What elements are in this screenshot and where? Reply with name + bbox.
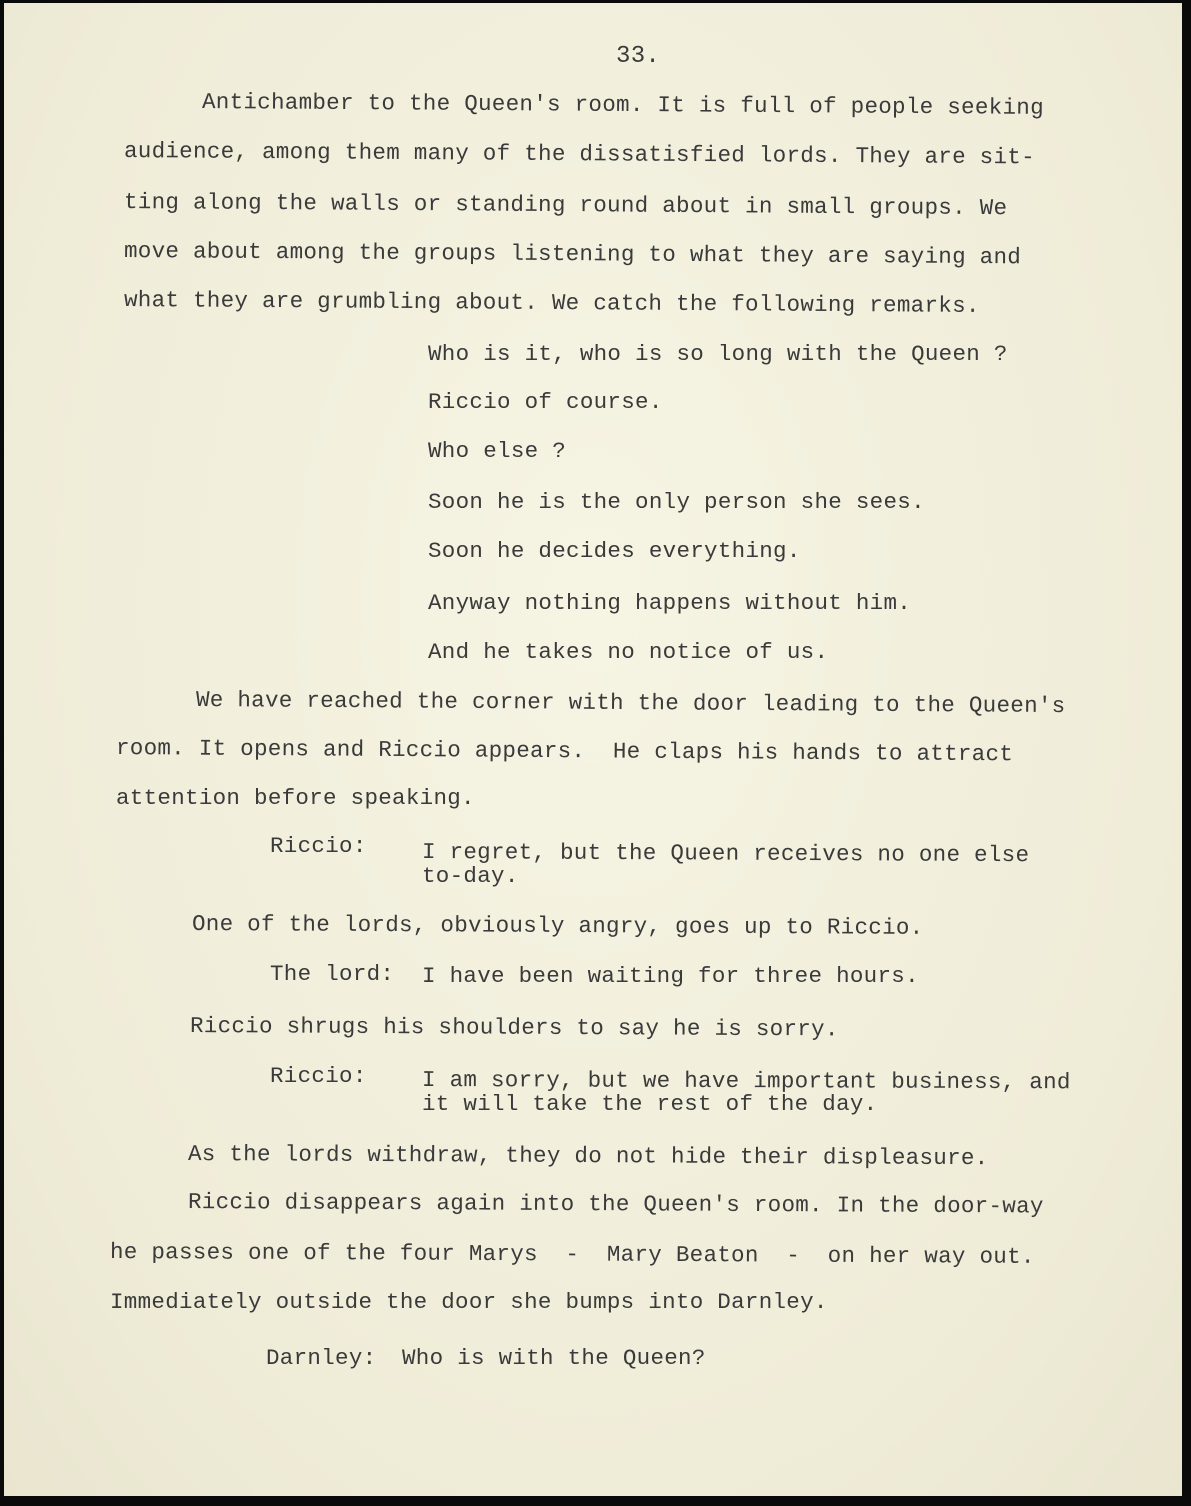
paragraph-line: We have reached the corner with the door leading to the Queen's	[195, 687, 1066, 720]
speaker-name: Riccio:	[270, 1063, 367, 1089]
paragraph-line: he passes one of the four Marys - Mary Beaton - on her way out.	[109, 1239, 1035, 1270]
paragraph-line: ting along the walls or standing round about in small groups. We	[123, 189, 1008, 222]
remark: Riccio of course.	[428, 389, 663, 415]
remark: Soon he is the only person she sees.	[428, 489, 925, 515]
stage-direction: One of the lords, obviously angry, goes up to Riccio.	[191, 911, 924, 941]
typewritten-page	[4, 3, 1182, 1496]
paragraph-line: attention before speaking.	[116, 785, 475, 811]
remark: Anyway nothing happens without him.	[428, 590, 912, 616]
paragraph-line: room. It opens and Riccio appears. He claps his hands to attract	[115, 735, 1014, 768]
dialogue-line: I regret, but the Queen receives no one else	[421, 839, 1030, 869]
paragraph-line: what they are grumbling about. We catch the following remarks.	[123, 287, 980, 319]
dialogue-line: I am sorry, but we have important business, and	[421, 1067, 1071, 1096]
paragraph-line: audience, among them many of the dissatisfied lords. They are sit-	[123, 138, 1036, 171]
dialogue-line: Who is with the Queen?	[402, 1345, 706, 1371]
paragraph-line: Antichamber to the Queen's room. It is full of people seeking	[201, 89, 1045, 121]
page-number: 33.	[616, 43, 661, 70]
dialogue-line: I have been waiting for three hours.	[422, 963, 919, 989]
dialogue-line: it will take the rest of the day.	[422, 1091, 878, 1117]
stage-direction: Riccio shrugs his shoulders to say he is sorry.	[189, 1013, 839, 1043]
speaker-name: Darnley:	[266, 1345, 377, 1371]
remark: And he takes no notice of us.	[428, 639, 829, 665]
speaker-name: The lord:	[270, 961, 395, 987]
dialogue-line: to-day.	[422, 863, 519, 889]
remark: Soon he decides everything.	[428, 538, 801, 564]
paragraph-line: Riccio disappears again into the Queen's room. In the door-way	[187, 1189, 1044, 1220]
remark: Who is it, who is so long with the Queen ?	[428, 341, 1008, 367]
paragraph-line: Immediately outside the door she bumps into Darnley.	[110, 1289, 828, 1315]
paragraph-line: move about among the groups listening to what they are saying and	[123, 238, 1022, 271]
remark: Who else ?	[428, 438, 567, 464]
stage-direction: As the lords withdraw, they do not hide their displeasure.	[187, 1141, 989, 1172]
speaker-name: Riccio:	[270, 833, 367, 859]
